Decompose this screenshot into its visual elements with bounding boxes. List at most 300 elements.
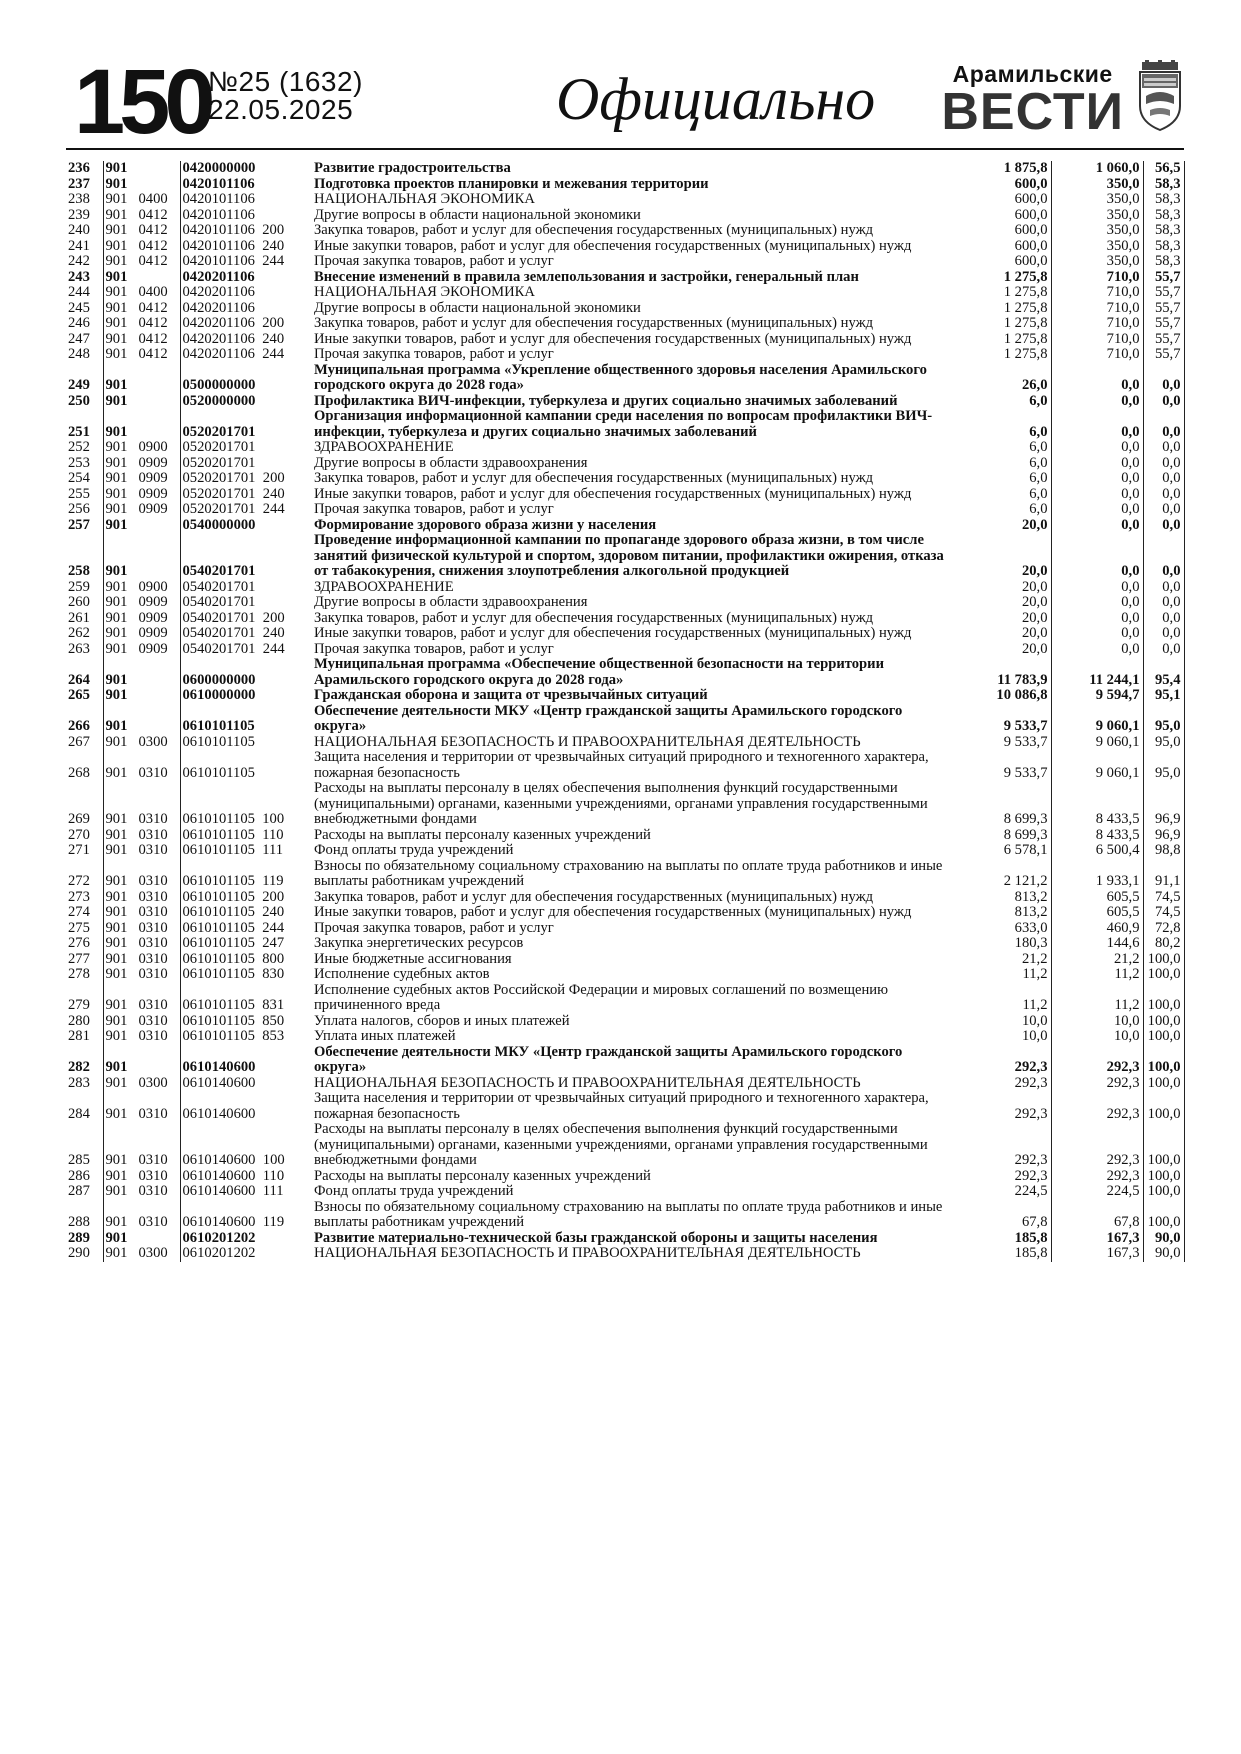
approved-amount: 20,0 bbox=[955, 580, 1051, 596]
section-code: 0412 bbox=[138, 254, 168, 269]
execution-percent: 55,7 bbox=[1143, 270, 1184, 286]
execution-percent: 100,0 bbox=[1143, 1029, 1184, 1045]
table-row bbox=[66, 1200, 1184, 1231]
expense-name: Расходы на выплаты персоналу в целях обеспечения выполнения функций государственными (муниципальными) органами, казенными учреждениями, органами управления государственными внебюджетными фондами bbox=[314, 780, 928, 827]
grbs-section-code bbox=[103, 487, 180, 503]
row-number: 254 bbox=[66, 471, 103, 487]
csr-code: 0520201701 bbox=[182, 455, 256, 471]
row-number: 275 bbox=[66, 921, 103, 937]
section-code: 0310 bbox=[138, 873, 168, 889]
section-code: 0310 bbox=[138, 1105, 168, 1122]
csr-code: 0610101105 bbox=[182, 764, 255, 781]
grbs-section-code bbox=[103, 781, 180, 828]
expense-name: Прочая закупка товаров, работ и услуг bbox=[314, 346, 554, 362]
issue-info bbox=[208, 68, 363, 124]
csr-code: 0520201701 bbox=[182, 440, 256, 455]
section-code: 0412 bbox=[138, 238, 168, 254]
executed-amount: 0,0 bbox=[1051, 518, 1143, 534]
row-number: 258 bbox=[66, 533, 103, 580]
table-row bbox=[66, 611, 1184, 627]
grbs-section-code bbox=[103, 239, 180, 255]
grbs-code: 901 bbox=[105, 641, 128, 657]
expense-name: Муниципальная программа «Обеспечение общественной безопасности на территории Арамильского городского округа до 2028 года» bbox=[314, 656, 884, 688]
grbs-code: 901 bbox=[105, 936, 128, 951]
table-row bbox=[66, 626, 1184, 642]
table-row bbox=[66, 642, 1184, 658]
newspaper-logo bbox=[941, 61, 1124, 141]
grbs-section-code bbox=[103, 223, 180, 239]
grbs-section-code bbox=[103, 828, 180, 844]
section-code: 0310 bbox=[138, 843, 168, 858]
row-number: 269 bbox=[66, 781, 103, 828]
approved-amount: 185,8 bbox=[955, 1231, 1051, 1247]
row-number: 244 bbox=[66, 285, 103, 301]
row-number: 279 bbox=[66, 983, 103, 1014]
expense-type-code: 110 bbox=[262, 827, 284, 843]
target-article-code bbox=[180, 735, 310, 751]
csr-code: 0610101105 bbox=[182, 905, 255, 920]
target-article-code bbox=[180, 332, 310, 348]
csr-code: 0520201701 bbox=[182, 486, 256, 502]
expense-name: Защита населения и территории от чрезвычайных ситуаций природного и техногенного характера, пожарная безопасность bbox=[314, 749, 929, 781]
logo-main-text: ВЕСТИ bbox=[941, 83, 1124, 141]
row-number: 263 bbox=[66, 642, 103, 658]
expense-name: Расходы на выплаты персоналу казенных учреждений bbox=[314, 1167, 651, 1184]
executed-amount: 0,0 bbox=[1051, 502, 1143, 518]
row-number: 281 bbox=[66, 1029, 103, 1045]
csr-code: 0420101106 bbox=[182, 238, 255, 254]
row-number: 277 bbox=[66, 952, 103, 968]
executed-amount: 292,3 bbox=[1051, 1122, 1143, 1169]
grbs-code: 901 bbox=[105, 997, 128, 1013]
executed-amount: 9 060,1 bbox=[1051, 704, 1143, 735]
executed-amount: 0,0 bbox=[1051, 456, 1143, 472]
target-article-code bbox=[180, 409, 310, 440]
approved-amount: 6,0 bbox=[955, 409, 1051, 440]
grbs-section-code bbox=[103, 626, 180, 642]
grbs-code: 901 bbox=[105, 161, 128, 176]
approved-amount: 8 699,3 bbox=[955, 781, 1051, 828]
csr-code: 0540201701 bbox=[182, 626, 256, 641]
target-article-code bbox=[180, 1231, 310, 1247]
row-number: 255 bbox=[66, 487, 103, 503]
execution-percent: 0,0 bbox=[1143, 502, 1184, 518]
executed-amount: 8 433,5 bbox=[1051, 781, 1143, 828]
target-article-code bbox=[180, 177, 310, 193]
row-number: 289 bbox=[66, 1231, 103, 1247]
execution-percent: 100,0 bbox=[1143, 1200, 1184, 1231]
grbs-code: 901 bbox=[105, 595, 128, 610]
execution-percent: 0,0 bbox=[1143, 471, 1184, 487]
section-code: 0400 bbox=[138, 285, 168, 300]
grbs-section-code bbox=[103, 177, 180, 193]
executed-amount: 1 933,1 bbox=[1051, 859, 1143, 890]
target-article-code bbox=[180, 502, 310, 518]
execution-percent: 100,0 bbox=[1143, 1169, 1184, 1185]
grbs-section-code bbox=[103, 347, 180, 363]
executed-amount: 8 433,5 bbox=[1051, 828, 1143, 844]
executed-amount: 9 060,1 bbox=[1051, 735, 1143, 751]
grbs-section-code bbox=[103, 595, 180, 611]
grbs-section-code bbox=[103, 1122, 180, 1169]
row-number: 251 bbox=[66, 409, 103, 440]
table-row bbox=[66, 750, 1184, 781]
row-number: 265 bbox=[66, 688, 103, 704]
execution-percent: 55,7 bbox=[1143, 347, 1184, 363]
row-number: 274 bbox=[66, 905, 103, 921]
grbs-code: 901 bbox=[105, 347, 128, 362]
execution-percent: 58,3 bbox=[1143, 223, 1184, 239]
row-number: 239 bbox=[66, 208, 103, 224]
expense-name: Взносы по обязательному социальному страхованию на выплаты по оплате труда работников и иные выплаты работникам учреждений bbox=[314, 1198, 943, 1230]
grbs-section-code bbox=[103, 735, 180, 751]
approved-amount: 11,2 bbox=[955, 967, 1051, 983]
table-row bbox=[66, 208, 1184, 224]
table-row bbox=[66, 890, 1184, 906]
executed-amount: 0,0 bbox=[1051, 394, 1143, 410]
csr-code: 0540201701 bbox=[182, 563, 256, 579]
table-row bbox=[66, 177, 1184, 193]
expense-type-code: 200 bbox=[262, 471, 285, 486]
grbs-code: 901 bbox=[105, 827, 128, 843]
expense-name: Другие вопросы в области национальной экономики bbox=[314, 206, 641, 223]
executed-amount: 605,5 bbox=[1051, 905, 1143, 921]
grbs-section-code bbox=[103, 316, 180, 332]
table-row bbox=[66, 657, 1184, 688]
target-article-code bbox=[180, 363, 310, 394]
expense-name: НАЦИОНАЛЬНАЯ БЕЗОПАСНОСТЬ И ПРАВООХРАНИТЕЛЬНАЯ ДЕЯТЕЛЬНОСТЬ bbox=[314, 733, 861, 750]
approved-amount: 292,3 bbox=[955, 1091, 1051, 1122]
section-code: 0310 bbox=[138, 967, 168, 982]
row-number: 253 bbox=[66, 456, 103, 472]
approved-amount: 185,8 bbox=[955, 1246, 1051, 1262]
csr-code: 0420000000 bbox=[182, 161, 256, 176]
execution-percent: 0,0 bbox=[1143, 580, 1184, 596]
executed-amount: 0,0 bbox=[1051, 363, 1143, 394]
grbs-section-code bbox=[103, 1076, 180, 1092]
row-number: 264 bbox=[66, 657, 103, 688]
coat-of-arms-icon bbox=[1136, 60, 1184, 132]
grbs-section-code bbox=[103, 1091, 180, 1122]
expense-type-code: 200 bbox=[262, 316, 285, 331]
grbs-code: 901 bbox=[105, 331, 128, 347]
target-article-code bbox=[180, 1014, 310, 1030]
approved-amount: 1 875,8 bbox=[955, 161, 1051, 177]
csr-code: 0540000000 bbox=[182, 517, 256, 533]
csr-code: 0610140600 bbox=[182, 1059, 256, 1075]
table-row bbox=[66, 363, 1184, 394]
executed-amount: 350,0 bbox=[1051, 254, 1143, 270]
table-row bbox=[66, 1076, 1184, 1092]
expense-type-code: 110 bbox=[262, 1168, 285, 1184]
expense-name: Расходы на выплаты персоналу казенных учреждений bbox=[314, 826, 651, 843]
grbs-code: 901 bbox=[105, 192, 128, 207]
expense-name: НАЦИОНАЛЬНАЯ ЭКОНОМИКА bbox=[314, 284, 535, 300]
execution-percent: 95,1 bbox=[1143, 688, 1184, 704]
executed-amount: 0,0 bbox=[1051, 440, 1143, 456]
target-article-code bbox=[180, 983, 310, 1014]
grbs-code: 901 bbox=[105, 1152, 128, 1168]
section-code: 0412 bbox=[138, 347, 168, 362]
section-code: 0300 bbox=[138, 1246, 168, 1261]
row-number: 285 bbox=[66, 1122, 103, 1169]
approved-amount: 600,0 bbox=[955, 192, 1051, 208]
approved-amount: 292,3 bbox=[955, 1122, 1051, 1169]
grbs-code: 901 bbox=[105, 811, 128, 827]
executed-amount: 605,5 bbox=[1051, 890, 1143, 906]
expense-name: Фонд оплаты труда учреждений bbox=[314, 1183, 514, 1199]
csr-code: 0610101105 bbox=[182, 936, 255, 951]
expense-name: Внесение изменений в правила землепользования и застройки, генеральный план bbox=[314, 268, 859, 285]
approved-amount: 20,0 bbox=[955, 611, 1051, 627]
expense-type-code: 244 bbox=[262, 502, 285, 517]
execution-percent: 95,0 bbox=[1143, 750, 1184, 781]
row-number: 271 bbox=[66, 843, 103, 859]
execution-percent: 55,7 bbox=[1143, 332, 1184, 348]
table-row bbox=[66, 394, 1184, 410]
csr-code: 0540201701 bbox=[182, 579, 256, 595]
row-number: 286 bbox=[66, 1169, 103, 1185]
row-number: 262 bbox=[66, 626, 103, 642]
csr-code: 0610101105 bbox=[182, 951, 255, 967]
table-row bbox=[66, 952, 1184, 968]
grbs-code: 901 bbox=[105, 610, 128, 626]
execution-percent: 95,0 bbox=[1143, 704, 1184, 735]
csr-code: 0610101105 bbox=[182, 843, 255, 858]
expense-name: Другие вопросы в области национальной экономики bbox=[314, 299, 641, 316]
target-article-code bbox=[180, 456, 310, 472]
approved-amount: 292,3 bbox=[955, 1169, 1051, 1185]
grbs-code: 901 bbox=[105, 1230, 128, 1246]
approved-amount: 6 578,1 bbox=[955, 843, 1051, 859]
approved-amount: 6,0 bbox=[955, 487, 1051, 503]
grbs-section-code bbox=[103, 843, 180, 859]
executed-amount: 292,3 bbox=[1051, 1076, 1143, 1092]
csr-code: 0610140600 bbox=[182, 1168, 256, 1184]
csr-code: 0610000000 bbox=[182, 688, 256, 703]
approved-amount: 633,0 bbox=[955, 921, 1051, 937]
expense-type-code: 240 bbox=[262, 905, 285, 920]
grbs-section-code bbox=[103, 1184, 180, 1200]
row-number: 276 bbox=[66, 936, 103, 952]
approved-amount: 6,0 bbox=[955, 502, 1051, 518]
row-number: 241 bbox=[66, 239, 103, 255]
target-article-code bbox=[180, 254, 310, 270]
table-row bbox=[66, 316, 1184, 332]
csr-code: 0610101105 bbox=[182, 889, 255, 905]
expense-type-code: 240 bbox=[262, 331, 285, 347]
executed-amount: 710,0 bbox=[1051, 347, 1143, 363]
expense-type-code: 244 bbox=[262, 254, 285, 269]
executed-amount: 710,0 bbox=[1051, 332, 1143, 348]
section-code: 0909 bbox=[138, 610, 168, 626]
expense-name: Уплата иных платежей bbox=[314, 1028, 456, 1044]
approved-amount: 600,0 bbox=[955, 208, 1051, 224]
execution-percent: 95,0 bbox=[1143, 735, 1184, 751]
target-article-code bbox=[180, 440, 310, 456]
execution-percent: 0,0 bbox=[1143, 642, 1184, 658]
execution-percent: 58,3 bbox=[1143, 192, 1184, 208]
grbs-code: 901 bbox=[105, 1013, 128, 1029]
target-article-code bbox=[180, 750, 310, 781]
target-article-code bbox=[180, 518, 310, 534]
section-code: 0909 bbox=[138, 455, 168, 471]
row-number: 267 bbox=[66, 735, 103, 751]
row-number: 238 bbox=[66, 192, 103, 208]
table-row bbox=[66, 518, 1184, 534]
expense-name: Прочая закупка товаров, работ и услуг bbox=[314, 919, 554, 936]
expense-name: Уплата налогов, сборов и иных платежей bbox=[314, 1012, 570, 1029]
section-code: 0310 bbox=[138, 827, 168, 843]
expense-type-code: 850 bbox=[262, 1013, 285, 1029]
execution-percent: 100,0 bbox=[1143, 1076, 1184, 1092]
grbs-section-code bbox=[103, 409, 180, 440]
expense-name: Муниципальная программа «Укрепление общественного здоровья населения Арамильского городского округа до 2028 года» bbox=[314, 361, 927, 393]
grbs-code: 901 bbox=[105, 316, 128, 331]
grbs-code: 901 bbox=[105, 423, 128, 440]
expense-type-code: 200 bbox=[262, 223, 285, 238]
csr-code: 0610140600 bbox=[182, 1075, 256, 1091]
expense-type-code: 247 bbox=[262, 936, 285, 951]
executed-amount: 350,0 bbox=[1051, 223, 1143, 239]
target-article-code bbox=[180, 1091, 310, 1122]
csr-code: 0420201106 bbox=[182, 285, 255, 300]
approved-amount: 11,2 bbox=[955, 983, 1051, 1014]
approved-amount: 20,0 bbox=[955, 642, 1051, 658]
grbs-section-code bbox=[103, 688, 180, 704]
executed-amount: 292,3 bbox=[1051, 1045, 1143, 1076]
approved-amount: 20,0 bbox=[955, 518, 1051, 534]
csr-code: 0520201701 bbox=[182, 423, 256, 440]
target-article-code bbox=[180, 471, 310, 487]
executed-amount: 11,2 bbox=[1051, 983, 1143, 1014]
row-number: 283 bbox=[66, 1076, 103, 1092]
table-row bbox=[66, 828, 1184, 844]
grbs-section-code bbox=[103, 967, 180, 983]
grbs-section-code bbox=[103, 1231, 180, 1247]
expense-type-code: 831 bbox=[262, 997, 285, 1013]
grbs-code: 901 bbox=[105, 1059, 128, 1075]
execution-percent: 0,0 bbox=[1143, 409, 1184, 440]
execution-percent: 100,0 bbox=[1143, 952, 1184, 968]
section-code: 0909 bbox=[138, 641, 168, 657]
table-row bbox=[66, 921, 1184, 937]
expense-name: Иные закупки товаров, работ и услуг для обеспечения государственных (муниципальных) нужд bbox=[314, 237, 912, 254]
csr-code: 0610101105 bbox=[182, 1013, 255, 1029]
grbs-section-code bbox=[103, 905, 180, 921]
executed-amount: 11 244,1 bbox=[1051, 657, 1143, 688]
executed-amount: 0,0 bbox=[1051, 580, 1143, 596]
grbs-section-code bbox=[103, 502, 180, 518]
grbs-code: 901 bbox=[105, 238, 128, 254]
csr-code: 0610140600 bbox=[182, 1105, 256, 1122]
approved-amount: 11 783,9 bbox=[955, 657, 1051, 688]
grbs-section-code bbox=[103, 859, 180, 890]
execution-percent: 0,0 bbox=[1143, 363, 1184, 394]
approved-amount: 20,0 bbox=[955, 595, 1051, 611]
row-number: 273 bbox=[66, 890, 103, 906]
expense-name: Закупка товаров, работ и услуг для обеспечения государственных (муниципальных) нужд bbox=[314, 609, 874, 626]
table-row bbox=[66, 161, 1184, 177]
grbs-section-code bbox=[103, 1246, 180, 1262]
row-number: 260 bbox=[66, 595, 103, 611]
execution-percent: 56,5 bbox=[1143, 161, 1184, 177]
approved-amount: 224,5 bbox=[955, 1184, 1051, 1200]
expense-type-code: 853 bbox=[262, 1029, 285, 1044]
executed-amount: 144,6 bbox=[1051, 936, 1143, 952]
target-article-code bbox=[180, 270, 310, 286]
table-row bbox=[66, 1246, 1184, 1262]
expense-name: Другие вопросы в области здравоохранения bbox=[314, 594, 588, 610]
execution-percent: 0,0 bbox=[1143, 518, 1184, 534]
executed-amount: 350,0 bbox=[1051, 177, 1143, 193]
section-code: 0412 bbox=[138, 300, 168, 316]
section-code: 0400 bbox=[138, 192, 168, 207]
section-code: 0909 bbox=[138, 595, 168, 610]
table-row bbox=[66, 456, 1184, 472]
executed-amount: 292,3 bbox=[1051, 1169, 1143, 1185]
executed-amount: 167,3 bbox=[1051, 1231, 1143, 1247]
csr-code: 0610101105 bbox=[182, 873, 255, 889]
masthead bbox=[66, 51, 1184, 153]
section-code: 0310 bbox=[138, 1152, 168, 1168]
table-row bbox=[66, 533, 1184, 580]
section-code: 0909 bbox=[138, 471, 168, 486]
executed-amount: 0,0 bbox=[1051, 611, 1143, 627]
executed-amount: 9 594,7 bbox=[1051, 688, 1143, 704]
grbs-code: 901 bbox=[105, 873, 128, 889]
target-article-code bbox=[180, 936, 310, 952]
section-code: 0310 bbox=[138, 764, 168, 781]
csr-code: 0540201701 bbox=[182, 641, 256, 657]
section-code: 0300 bbox=[138, 734, 168, 750]
approved-amount: 10,0 bbox=[955, 1014, 1051, 1030]
grbs-section-code bbox=[103, 890, 180, 906]
approved-amount: 600,0 bbox=[955, 177, 1051, 193]
approved-amount: 9 533,7 bbox=[955, 704, 1051, 735]
table-row bbox=[66, 223, 1184, 239]
grbs-code: 901 bbox=[105, 1168, 128, 1184]
expense-name: Взносы по обязательному социальному страхованию на выплаты по оплате труда работников и иные выплаты работникам учреждений bbox=[314, 857, 943, 889]
table-row bbox=[66, 239, 1184, 255]
grbs-section-code bbox=[103, 704, 180, 735]
issue-number: №25 (1632) bbox=[208, 66, 363, 97]
execution-percent: 55,7 bbox=[1143, 301, 1184, 317]
grbs-section-code bbox=[103, 440, 180, 456]
grbs-code: 901 bbox=[105, 1246, 128, 1261]
executed-amount: 0,0 bbox=[1051, 595, 1143, 611]
target-article-code bbox=[180, 1246, 310, 1262]
table-row bbox=[66, 270, 1184, 286]
target-article-code bbox=[180, 580, 310, 596]
target-article-code bbox=[180, 316, 310, 332]
table-row bbox=[66, 1091, 1184, 1122]
expense-name: Прочая закупка товаров, работ и услуг bbox=[314, 640, 554, 657]
target-article-code bbox=[180, 657, 310, 688]
execution-percent: 100,0 bbox=[1143, 1014, 1184, 1030]
table-row bbox=[66, 254, 1184, 270]
row-number: 246 bbox=[66, 316, 103, 332]
approved-amount: 600,0 bbox=[955, 254, 1051, 270]
row-number: 237 bbox=[66, 177, 103, 193]
csr-code: 0610101105 bbox=[182, 967, 255, 982]
approved-amount: 6,0 bbox=[955, 394, 1051, 410]
row-number: 257 bbox=[66, 518, 103, 534]
expense-name: Профилактика ВИЧ-инфекции, туберкулеза и других социально значимых заболеваний bbox=[314, 392, 898, 409]
table-row bbox=[66, 983, 1184, 1014]
approved-amount: 20,0 bbox=[955, 533, 1051, 580]
target-article-code bbox=[180, 394, 310, 410]
